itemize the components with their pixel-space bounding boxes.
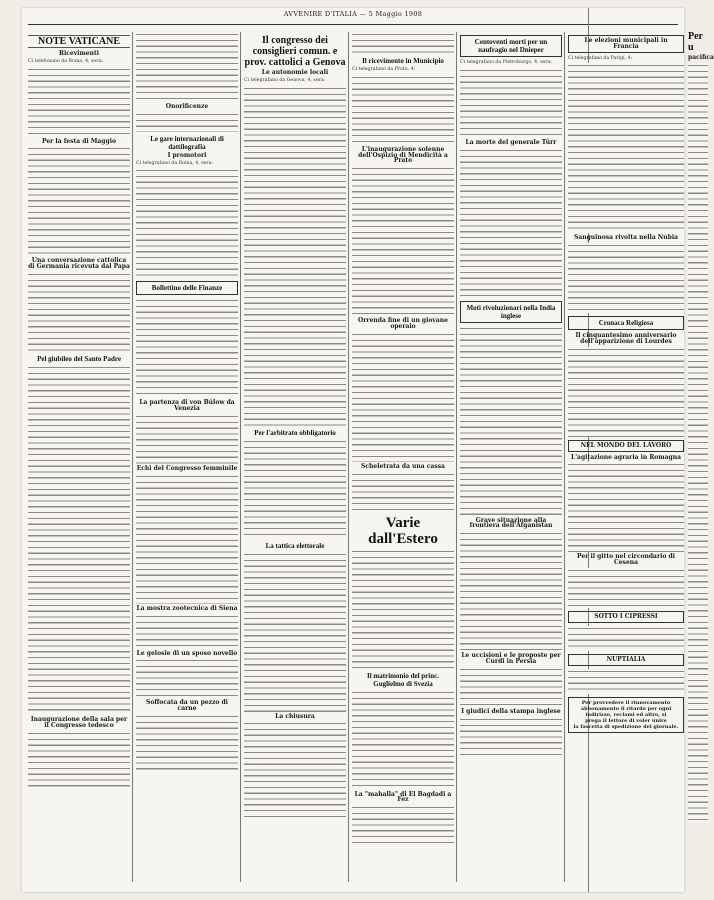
column-2 [136, 32, 238, 882]
text-block [244, 439, 346, 539]
headline: Il congresso dei consiglieri comun. e prov. cattolici a Genova [244, 35, 346, 68]
text-block [352, 32, 454, 54]
subheadline: Le uccisioni e le proposte per Curdi in Persia [461, 652, 561, 665]
column-4 [352, 32, 454, 882]
masthead-text: AVVENIRE D'ITALIA — 5 Maggio 1908 [283, 10, 423, 18]
headline: Varie dall'Estero [368, 514, 438, 547]
text-block [136, 414, 238, 464]
subheadline: La "mahalla" di El Bagdadi a Fez [354, 790, 452, 804]
column-rule [240, 32, 241, 882]
subheadline: Le gelosie di un sposo novello [136, 649, 238, 657]
column-rule [348, 32, 349, 882]
headline: Le gare internazionali di dattilografia [150, 134, 224, 151]
subheadline: Grave situazione alla frontiera dell'Afganistan [469, 516, 553, 530]
text-block [568, 462, 684, 552]
subheadline: Ricevimenti [58, 50, 100, 57]
subheadline: NEL MONDO DEL LAVORO [568, 440, 684, 452]
article-lead: Ci telegrafano da Genova, 4, sera: [244, 77, 326, 83]
headline: La tattica elettorale [265, 541, 325, 550]
text-block [244, 86, 346, 426]
subheadline: I promotori [167, 151, 207, 159]
subheadline: La partenza di von Bülow da Venezia [139, 399, 235, 413]
column-3 [244, 32, 346, 882]
subheadline: Per la festa di Maggio [42, 137, 116, 145]
text-block [28, 731, 130, 791]
text-block [568, 626, 684, 651]
subheadline: Le elezioni municipali in Francia [568, 35, 684, 53]
text-block [568, 243, 684, 313]
text-block [136, 298, 238, 398]
subheadline: Per il gitto nel circondario di Cesena [577, 553, 675, 567]
subheadline: Scheletrata da una cassa [361, 462, 445, 470]
text-block [136, 658, 238, 698]
notice-line: abbonamento il ritardo per ogni [580, 705, 672, 712]
subheadline: Una conversazione cattolica di Germania ricevuta dal Papa [28, 257, 130, 271]
subheadline: I giudici della stampa inglese [461, 707, 561, 715]
subheadline: La morte del generale Türr [465, 138, 557, 146]
column-rule [456, 32, 457, 882]
notice-line: la fascetta di spedizione del giornale. [573, 723, 679, 730]
text-block [352, 166, 454, 316]
text-block [136, 614, 238, 649]
subheadline: Il cinquantesimo anniversario dell'apparizione di Lourdes [575, 332, 677, 345]
column-5 [460, 32, 562, 882]
column-rule [564, 32, 565, 882]
article-lead: Ci telefonano da Roma, 4, sera: [28, 58, 103, 64]
text-block [460, 531, 562, 651]
text-block [568, 347, 684, 437]
subheadline: Onorificenze [165, 103, 209, 110]
text-block [136, 714, 238, 774]
subheadline: Sanguinosa rivolta nella Nubia [573, 234, 679, 242]
column-1 [28, 32, 130, 882]
text-block [136, 168, 238, 278]
headline: Il ricevimento in Municipio [362, 57, 444, 65]
headline: Pel giubileo del Santo Padre [37, 354, 121, 363]
headline: Per l'arbitrato obbligatorio [254, 428, 336, 437]
headline: Moti rivoluzionari nella India inglese [460, 301, 562, 323]
subheadline: Soffocata da un pezzo di carne [146, 699, 228, 713]
column-rule [132, 32, 133, 882]
headline: Cronaca Religiosa [568, 316, 684, 330]
subheadline: pacifica [688, 54, 714, 61]
article-lead: Ci telegrafano da Roma, 4, sera: [136, 160, 214, 166]
subheadline: Echi del Congresso femminile [136, 464, 238, 472]
text-block [28, 365, 130, 715]
text-block [352, 805, 454, 845]
text-block [460, 326, 562, 516]
text-block [28, 272, 130, 352]
text-block [568, 63, 684, 233]
headline: Centoventi morti per un naufragio nel Dnieper [460, 35, 562, 57]
masthead [28, 10, 678, 25]
text-block [352, 332, 454, 462]
text-block [460, 717, 562, 757]
notice-line: Per provvedere il rinnovamento [581, 699, 671, 706]
text-block [136, 112, 238, 132]
subheadline: Orrenda fine di un giovane operaio [358, 317, 448, 330]
text-block [28, 146, 130, 256]
text-block [244, 721, 346, 821]
subheadline: Le autonomie locali [261, 69, 329, 76]
notice-line: indirizzo, reclami ed altro, si [585, 711, 667, 718]
article-lead: Ci telegrafano da Pietroburgo, 4, sera: [460, 60, 552, 65]
subscription-notice [568, 697, 684, 733]
text-block [136, 32, 238, 102]
subheadline: La mostra zootecnica di Siena [136, 604, 238, 612]
text-block [352, 75, 454, 145]
subheadline: L'inaugurazione solenne dell'Ospizio di Mendicità a Prato [358, 145, 448, 165]
column-6 [568, 32, 684, 882]
text-block [568, 568, 684, 608]
text-block [352, 549, 454, 669]
text-block [688, 63, 708, 823]
headline: Per u [688, 31, 703, 53]
column-7-partial [688, 28, 714, 890]
text-block [460, 667, 562, 707]
text-block [136, 474, 238, 604]
subheadline: La chiusura [275, 712, 315, 720]
subheadline: SOTTO I CIPRESSI [568, 611, 684, 623]
article-lead: Ci telegrafano da Prato, 4: [352, 67, 416, 72]
headline: NOTE VATICANE [28, 35, 130, 48]
headline: Il matrimonio del princ. Guglielmo di Svezia [367, 671, 439, 688]
subheadline: Inaugurazione della sala per il Congresso tedesco [30, 715, 128, 729]
text-block [568, 669, 684, 694]
text-block [28, 67, 130, 137]
text-block [352, 690, 454, 790]
notice-line: prega il lettore di voler unire [585, 717, 667, 724]
subheadline: L'agitazione agraria in Romagna [571, 453, 681, 461]
text-block [460, 148, 562, 298]
text-block [460, 68, 562, 138]
text-block [244, 552, 346, 712]
subheadline: NUPTIALIA [568, 654, 684, 666]
article-lead: Ci telegrafano da Parigi, 4: [568, 55, 633, 61]
text-block [352, 472, 454, 512]
headline: Bollettino delle Finanze [136, 281, 238, 295]
